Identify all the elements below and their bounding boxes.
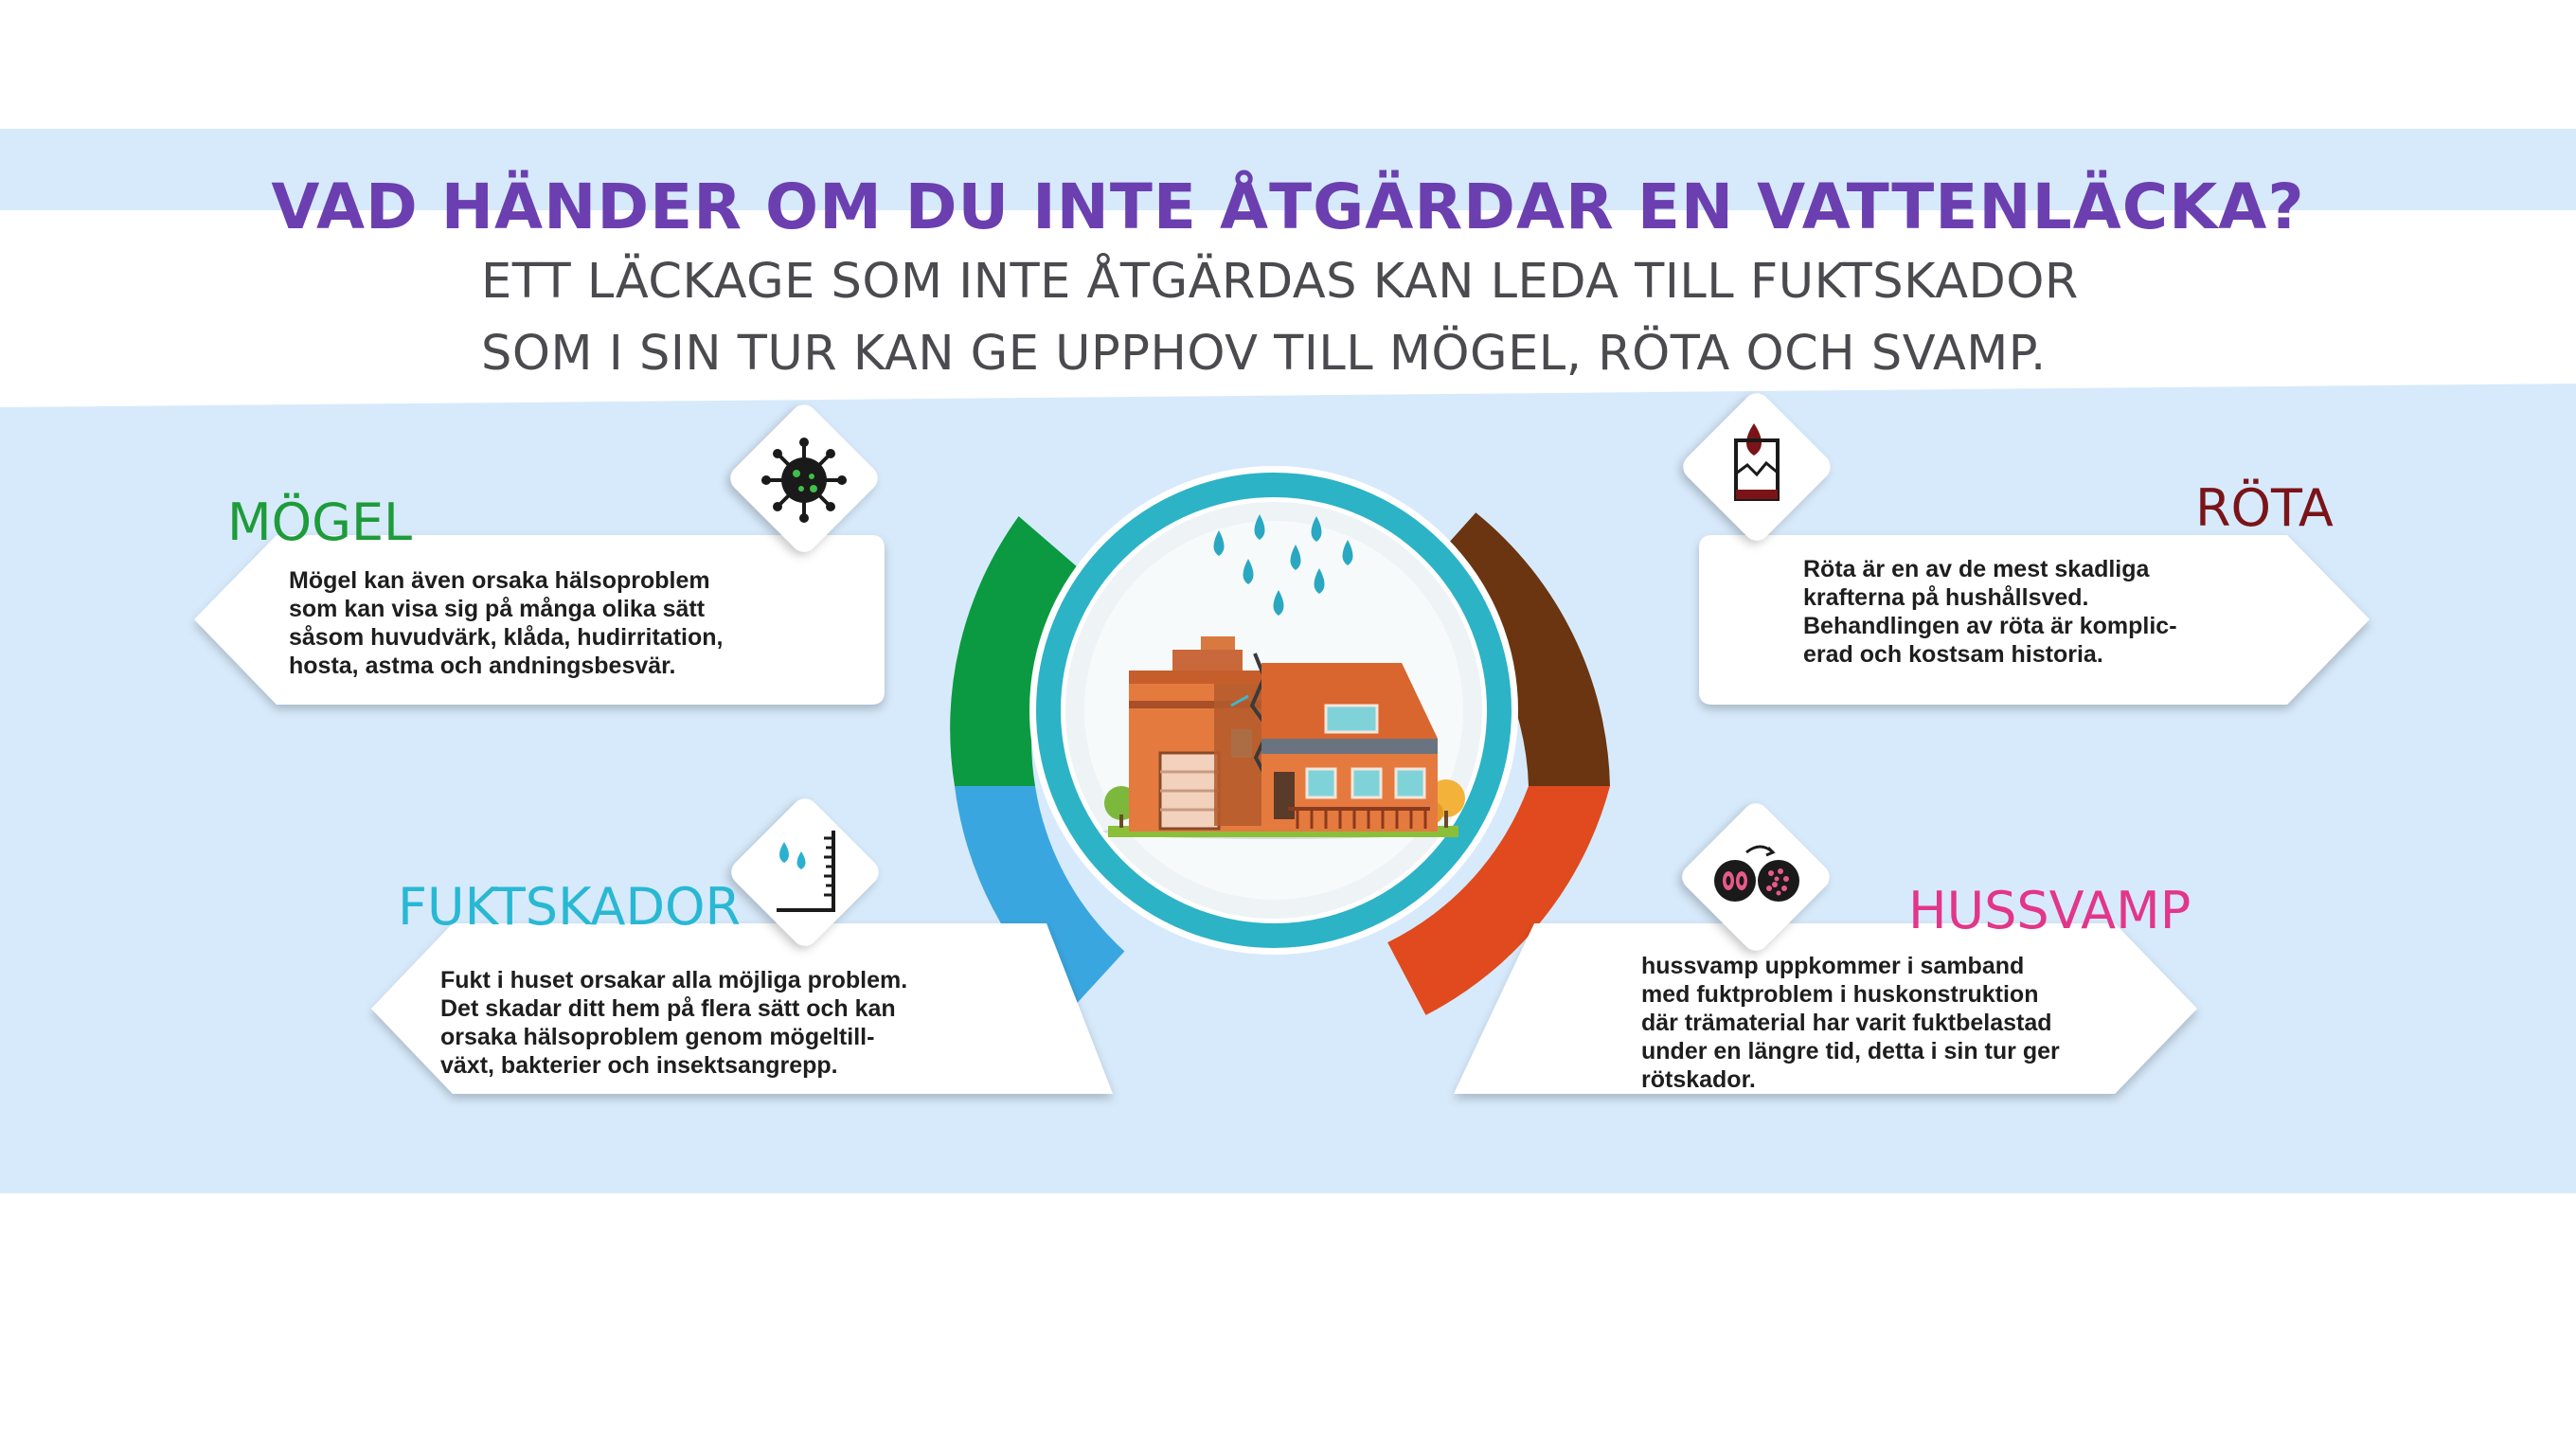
virus-icon xyxy=(761,438,847,523)
text-mogel: Mögel kan även orsaka hälsoproblem som kan visa sig på många olika sätt såsom huvudvärk, klåda, hudirritation, hosta, astma och andningsbesvär. xyxy=(289,567,724,679)
subtitle-line-1: ETT LÄCKAGE SOM INTE ÅTGÄRDAS KAN LEDA TILL FUKTSKADOR xyxy=(481,254,2079,310)
text-hussvamp: hussvamp uppkommer i samband med fuktproblem i huskonstruktion där trämaterial har varit fuktbelastad under en längre tid, detta i sin tur ger rötskador. xyxy=(1641,953,2060,1093)
heading-mogel: MÖGEL xyxy=(227,492,413,552)
heading-rota: RÖTA xyxy=(2195,478,2334,538)
text-rota: Röta är en av de mest skadliga krafterna på hushållsved. Behandlingen av röta är komplic- erad och kostsam historia. xyxy=(1803,556,2177,668)
heading-hussvamp: HUSSVAMP xyxy=(1908,881,2191,940)
text-fuktskador: Fukt i huset orsakar alla möjliga problem. Det skadar ditt hem på flera sätt och kan orsaka hälsoproblem genom mögeltill- växt, bakterier och insektsangrepp. xyxy=(440,967,908,1079)
subtitle-line-2: SOM I SIN TUR KAN GE UPPHOV TILL MÖGEL, RÖTA OCH SVAMP. xyxy=(481,326,2047,382)
heading-fuktskador: FUKTSKADOR xyxy=(398,877,742,937)
page-title: VAD HÄNDER OM DU INTE ÅTGÄRDAR EN VATTENLÄCKA? xyxy=(271,170,2305,243)
